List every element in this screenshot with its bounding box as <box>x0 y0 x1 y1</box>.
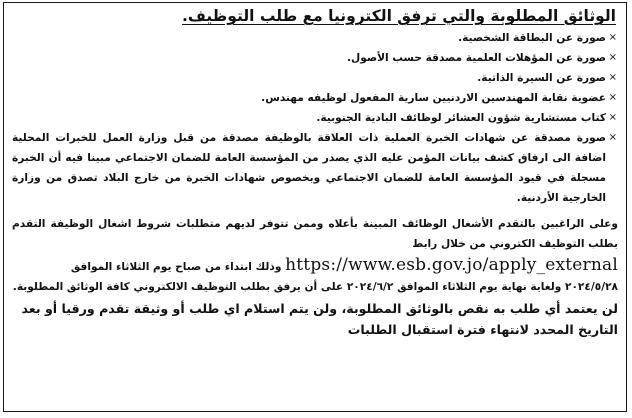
required-documents-list <box>12 28 618 208</box>
list-item: × كتاب مستشارية شؤون العشائر لوظائف البادية الجنوبية. <box>12 108 618 128</box>
cross-bullet-icon: × <box>608 72 617 83</box>
list-item: × صورة عن المؤهلات العلمية مصدقة حسب الأصول. <box>12 48 618 68</box>
application-period-text: ٢٠٢٤/٥/٢٨ ولغاية نهاية يوم الثلاثاء الموافق ٢٠٢٤/٦/٢ على أن يرفق بطلب التوظيف الالكتروني كافة الوثائق المطلوبة. <box>12 281 618 293</box>
list-item: × صورة عن البطاقة الشخصية. <box>12 28 618 48</box>
period-start-text: وذلك ابتداء من صباح يوم الثلاثاء الموافق <box>70 261 282 273</box>
notice-title: الوثائق المطلوبة والتي ترفق الكترونيا مع طلب التوظيف. <box>182 7 616 25</box>
list-item: × صورة مصدقة عن شهادات الخبرة العملية ذات العلاقة بالوظيفة مصدقة من قبل وزارة العمل للخبرات المحلية اضافة الى ارفاق كشف بيانات المؤمن عليه الذي يصدر من المؤسسة العامة للضمان الاجتماعي مبينا فيه أن الخبرة مسجلة في قيود المؤسسة العامة للضمان الاجتماعي وبخصوص شهادات الخبرة من خارج البلاد تصدق من وزارة الخارجية الأردنية. <box>12 128 618 208</box>
cross-bullet-icon: × <box>608 132 617 143</box>
apply-url-line <box>12 254 618 278</box>
cross-bullet-icon: × <box>608 52 617 63</box>
apply-link[interactable]: https://www.esb.gov.jo/apply_external <box>285 255 618 275</box>
cross-bullet-icon: × <box>608 92 617 103</box>
job-documents-notice <box>3 2 627 412</box>
cross-bullet-icon: × <box>608 32 617 43</box>
apply-paragraph: وعلى الراغبين بالتقدم الأشغال الوظائف المبينة بأعلاه وممن تتوفر لديهم متطلبات شروط اشغال الوظيفة التقدم بطلب التوظيف الكتروني من خلال رابط <box>12 218 618 250</box>
final-notice: لن يعتمد أي طلب به نقص بالوثائق المطلوبة، ولن يتم استلام اي طلب أو وثيقة تقدم ورقيا أو بعد التاريخ المحدد لانتهاء فترة استقبال الطلبات <box>21 301 618 337</box>
list-item: × عضوية نقابة المهندسين الاردنيين سارية المفعول لوظيفه مهندس. <box>12 88 618 108</box>
list-item: × صورة عن السيرة الذاتية. <box>12 68 618 88</box>
cross-bullet-icon: × <box>608 112 617 123</box>
